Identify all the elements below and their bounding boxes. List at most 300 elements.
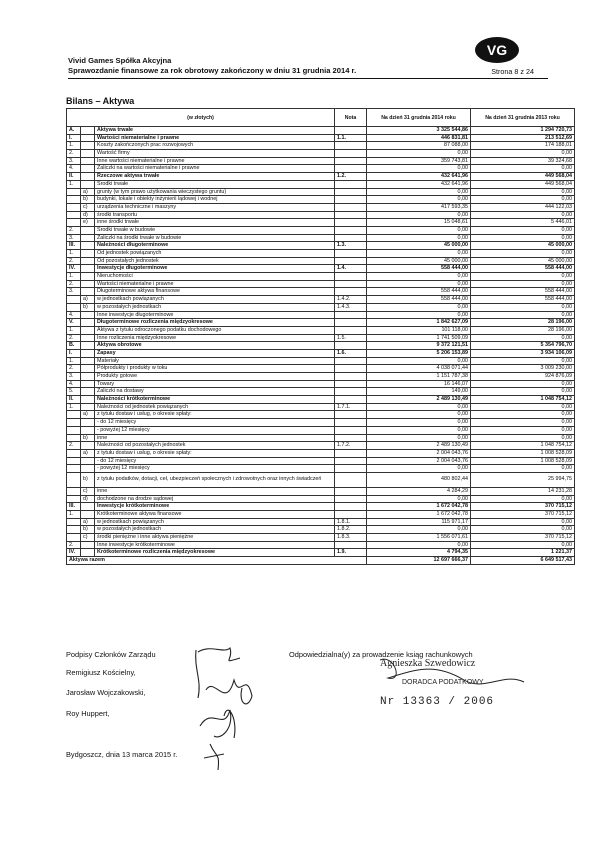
row-label: Należności od jednostek powiązanych bbox=[95, 403, 335, 411]
row-value-2014: 0,00 bbox=[367, 196, 471, 204]
row-value-2013: 0,00 bbox=[471, 465, 575, 473]
row-value-2014: 0,00 bbox=[367, 465, 471, 473]
table-row bbox=[67, 373, 575, 381]
table-row bbox=[67, 419, 575, 427]
row-value-2014: 0,00 bbox=[367, 226, 471, 234]
row-code: V. bbox=[67, 319, 81, 327]
table-row bbox=[67, 342, 575, 350]
logo-text: VG bbox=[486, 42, 508, 58]
row-subcode bbox=[81, 165, 95, 173]
row-label: Inwestycje krótkoterminowe bbox=[95, 503, 335, 511]
row-label: dochodzone na drodze sądowej bbox=[95, 495, 335, 503]
row-code: 1. bbox=[67, 250, 81, 258]
row-subcode bbox=[81, 319, 95, 327]
row-subcode bbox=[81, 426, 95, 434]
row-value-2013: 0,00 bbox=[471, 518, 575, 526]
row-value-2014: 4 038 071,44 bbox=[367, 365, 471, 373]
row-code bbox=[67, 203, 81, 211]
row-subcode bbox=[81, 257, 95, 265]
row-value-2013: 1 048 754,12 bbox=[471, 396, 575, 404]
table-row bbox=[67, 127, 575, 135]
row-label: - powyżej 12 miesięcy bbox=[95, 465, 335, 473]
row-note bbox=[335, 465, 367, 473]
row-note bbox=[335, 380, 367, 388]
table-row bbox=[67, 242, 575, 250]
row-label: Krótkoterminowe rozliczenia międzyokresowe bbox=[95, 549, 335, 557]
table-row bbox=[67, 234, 575, 242]
row-value-2014: 0,00 bbox=[367, 526, 471, 534]
row-subcode bbox=[81, 127, 95, 135]
row-note: 1.7.1. bbox=[335, 403, 367, 411]
row-note: 1.5. bbox=[335, 334, 367, 342]
row-code bbox=[67, 303, 81, 311]
row-note bbox=[335, 219, 367, 227]
row-note bbox=[335, 357, 367, 365]
row-code bbox=[67, 219, 81, 227]
row-note bbox=[335, 196, 367, 204]
row-value-2014: 446 831,81 bbox=[367, 134, 471, 142]
row-label: Zaliczki na dostawy bbox=[95, 388, 335, 396]
row-subcode: a) bbox=[81, 518, 95, 526]
row-subcode bbox=[81, 357, 95, 365]
row-value-2014: 3 325 544,86 bbox=[367, 127, 471, 135]
row-subcode: c) bbox=[81, 487, 95, 495]
row-label: Koszty zakończonych prac rozwojowych bbox=[95, 142, 335, 150]
row-subcode bbox=[81, 549, 95, 557]
row-value-2014: 0,00 bbox=[367, 541, 471, 549]
row-note: 1.8.3. bbox=[335, 534, 367, 542]
row-label: Aktywa z tytułu odroczonego podatku dochodowego bbox=[95, 326, 335, 334]
row-value-2013: 3 934 106,09 bbox=[471, 349, 575, 357]
row-code: 2. bbox=[67, 334, 81, 342]
row-label: w pozostałych jednostkach bbox=[95, 303, 335, 311]
row-value-2013: 6 649 517,43 bbox=[471, 557, 575, 565]
table-row bbox=[67, 403, 575, 411]
table-row bbox=[67, 534, 575, 542]
row-value-2014: 1 672 042,78 bbox=[367, 511, 471, 519]
row-value-2013: 0,00 bbox=[471, 334, 575, 342]
row-value-2013: 0,00 bbox=[471, 303, 575, 311]
row-value-2014: 558 444,00 bbox=[367, 288, 471, 296]
table-row bbox=[67, 280, 575, 288]
row-label: środki pieniężne i inne aktywa pieniężne bbox=[95, 534, 335, 542]
section-title: Bilans – Aktywa bbox=[66, 96, 135, 106]
row-note bbox=[335, 257, 367, 265]
row-note bbox=[335, 288, 367, 296]
row-value-2014: 0,00 bbox=[367, 211, 471, 219]
row-value-2014: 0,00 bbox=[367, 311, 471, 319]
header-rule bbox=[68, 78, 548, 79]
row-note bbox=[335, 449, 367, 457]
row-code bbox=[67, 296, 81, 304]
row-value-2013: 1 008 528,09 bbox=[471, 449, 575, 457]
row-subcode: d) bbox=[81, 495, 95, 503]
row-code: II. bbox=[67, 396, 81, 404]
row-note bbox=[335, 503, 367, 511]
row-value-2013: 558 444,00 bbox=[471, 288, 575, 296]
row-note bbox=[335, 342, 367, 350]
row-value-2014: 0,00 bbox=[367, 273, 471, 281]
row-value-2013: 0,00 bbox=[471, 419, 575, 427]
row-note bbox=[335, 411, 367, 419]
row-code bbox=[67, 211, 81, 219]
row-value-2013: 28 196,00 bbox=[471, 319, 575, 327]
row-note bbox=[335, 273, 367, 281]
table-row bbox=[67, 511, 575, 519]
row-code: I. bbox=[67, 349, 81, 357]
row-label: z tytułu dostaw i usług, o okresie spłaty: bbox=[95, 449, 335, 457]
row-value-2013: 1 221,37 bbox=[471, 549, 575, 557]
row-label: w jednostkach powiązanych bbox=[95, 518, 335, 526]
row-value-2013: 0,00 bbox=[471, 280, 575, 288]
row-value-2014: 101 118,00 bbox=[367, 326, 471, 334]
row-subcode bbox=[81, 419, 95, 427]
row-value-2014: 0,00 bbox=[367, 234, 471, 242]
row-note bbox=[335, 188, 367, 196]
row-note bbox=[335, 326, 367, 334]
row-code bbox=[67, 487, 81, 495]
row-label: Aktywa obrotowe bbox=[95, 342, 335, 350]
row-value-2014: 2 489 130,49 bbox=[367, 396, 471, 404]
row-label: w pozostałych jednostkach bbox=[95, 526, 335, 534]
row-value-2014: 0,00 bbox=[367, 280, 471, 288]
row-code bbox=[67, 434, 81, 442]
row-subcode: d) bbox=[81, 211, 95, 219]
row-code bbox=[67, 196, 81, 204]
row-value-2014: 16 146,07 bbox=[367, 380, 471, 388]
row-note: 1.9. bbox=[335, 549, 367, 557]
row-note bbox=[335, 180, 367, 188]
row-value-2014: 115 971,17 bbox=[367, 518, 471, 526]
row-value-2013: 444 122,03 bbox=[471, 203, 575, 211]
row-value-2014: 558 444,00 bbox=[367, 296, 471, 304]
row-subcode bbox=[81, 541, 95, 549]
row-note bbox=[335, 541, 367, 549]
row-value-2013: 0,00 bbox=[471, 411, 575, 419]
row-code: 1. bbox=[67, 273, 81, 281]
row-code: II. bbox=[67, 173, 81, 181]
row-label: Należności krótkoterminowe bbox=[95, 396, 335, 404]
row-code: III. bbox=[67, 503, 81, 511]
row-value-2013: 213 512,69 bbox=[471, 134, 575, 142]
row-label: Wartość firmy bbox=[95, 150, 335, 158]
table-row bbox=[67, 226, 575, 234]
row-value-2014: 417 593,35 bbox=[367, 203, 471, 211]
row-label: Półprodukty i produkty w toku bbox=[95, 365, 335, 373]
row-value-2013: 370 715,12 bbox=[471, 503, 575, 511]
table-row bbox=[67, 380, 575, 388]
row-subcode bbox=[81, 250, 95, 258]
row-value-2013: 449 568,04 bbox=[471, 173, 575, 181]
row-value-2013: 0,00 bbox=[471, 250, 575, 258]
row-subcode: a) bbox=[81, 449, 95, 457]
row-code bbox=[67, 457, 81, 465]
row-code: IV. bbox=[67, 265, 81, 273]
row-value-2013: 3 009 230,00 bbox=[471, 365, 575, 373]
row-label: budynki, lokale i obiekty inżynierii lądowej i wodnej bbox=[95, 196, 335, 204]
row-subcode: c) bbox=[81, 534, 95, 542]
row-note bbox=[335, 373, 367, 381]
row-label: Materiały bbox=[95, 357, 335, 365]
board-signatures-heading: Podpisy Członków Zarządu bbox=[66, 650, 156, 659]
row-code: 2. bbox=[67, 150, 81, 158]
row-label: Aktywa trwałe bbox=[95, 127, 335, 135]
row-value-2014: 0,00 bbox=[367, 426, 471, 434]
row-note bbox=[335, 165, 367, 173]
row-value-2013: 1 048 754,12 bbox=[471, 442, 575, 450]
row-value-2013: 0,00 bbox=[471, 495, 575, 503]
row-value-2014: 1 741 509,09 bbox=[367, 334, 471, 342]
table-row bbox=[67, 396, 575, 404]
place-and-date: Bydgoszcz, dnia 13 marca 2015 r. bbox=[66, 750, 178, 759]
table-row bbox=[67, 457, 575, 465]
row-value-2013: 0,00 bbox=[471, 541, 575, 549]
row-value-2013: 370 715,12 bbox=[471, 511, 575, 519]
row-label: Wartości niematerialne i prawne bbox=[95, 134, 335, 142]
board-handwritten-signatures bbox=[190, 640, 270, 775]
row-subcode bbox=[81, 234, 95, 242]
row-code bbox=[67, 419, 81, 427]
table-row bbox=[67, 449, 575, 457]
row-code: 2. bbox=[67, 442, 81, 450]
row-value-2013: 1 294 720,73 bbox=[471, 127, 575, 135]
row-value-2014: 87 088,00 bbox=[367, 142, 471, 150]
row-subcode bbox=[81, 442, 95, 450]
table-row bbox=[67, 487, 575, 495]
row-subcode bbox=[81, 373, 95, 381]
row-value-2014: 149,00 bbox=[367, 388, 471, 396]
row-subcode bbox=[81, 288, 95, 296]
row-label: - do 12 miesięcy bbox=[95, 457, 335, 465]
row-value-2013: 924 876,09 bbox=[471, 373, 575, 381]
row-subcode bbox=[81, 349, 95, 357]
row-value-2013: 1 008 528,09 bbox=[471, 457, 575, 465]
row-value-2013: 0,00 bbox=[471, 311, 575, 319]
table-row bbox=[67, 518, 575, 526]
col-header-label: (w złotych) bbox=[67, 109, 335, 127]
row-note bbox=[335, 234, 367, 242]
col-header-2013: Na dzień 31 grudnia 2013 roku bbox=[471, 109, 575, 127]
row-subcode bbox=[81, 134, 95, 142]
row-value-2014: 359 743,81 bbox=[367, 157, 471, 165]
row-label: Rzeczowe aktywa trwałe bbox=[95, 173, 335, 181]
row-value-2013: 0,00 bbox=[471, 188, 575, 196]
row-note bbox=[335, 388, 367, 396]
table-row bbox=[67, 365, 575, 373]
row-code bbox=[67, 534, 81, 542]
row-label: z tytułu dostaw i usług, o okresie spłaty: bbox=[95, 411, 335, 419]
row-value-2014: 15 048,61 bbox=[367, 219, 471, 227]
row-value-2013: 0,00 bbox=[471, 526, 575, 534]
row-label: Od jednostek powiązanych bbox=[95, 250, 335, 258]
table-row bbox=[67, 219, 575, 227]
row-code: 2. bbox=[67, 280, 81, 288]
row-code: 2. bbox=[67, 365, 81, 373]
row-note bbox=[335, 511, 367, 519]
row-note: 1.2. bbox=[335, 173, 367, 181]
table-row bbox=[67, 257, 575, 265]
table-row bbox=[67, 426, 575, 434]
row-code: 1. bbox=[67, 326, 81, 334]
table-row bbox=[67, 165, 575, 173]
row-value-2013: 45 000,00 bbox=[471, 242, 575, 250]
row-label: środki transportu bbox=[95, 211, 335, 219]
row-subcode bbox=[81, 342, 95, 350]
row-label: Nieruchomości bbox=[95, 273, 335, 281]
company-logo bbox=[474, 36, 520, 64]
table-row bbox=[67, 319, 575, 327]
row-label: urządzenia techniczne i maszyny bbox=[95, 203, 335, 211]
row-value-2014: 45 000,00 bbox=[367, 257, 471, 265]
stamp-title: DORADCA PODATKOWY bbox=[402, 679, 484, 686]
table-row bbox=[67, 411, 575, 419]
row-value-2013: 0,00 bbox=[471, 357, 575, 365]
row-note bbox=[335, 365, 367, 373]
row-label: inne środki trwałe bbox=[95, 219, 335, 227]
row-note bbox=[335, 211, 367, 219]
row-value-2013: 370 715,12 bbox=[471, 534, 575, 542]
table-row bbox=[67, 465, 575, 473]
row-code: 1. bbox=[67, 357, 81, 365]
row-subcode bbox=[81, 365, 95, 373]
row-note: 1.3. bbox=[335, 242, 367, 250]
row-subcode bbox=[81, 157, 95, 165]
table-row bbox=[67, 541, 575, 549]
row-note bbox=[335, 487, 367, 495]
row-code: 4. bbox=[67, 165, 81, 173]
table-row bbox=[67, 349, 575, 357]
row-note: 1.8.1. bbox=[335, 518, 367, 526]
row-value-2014: 432 641,96 bbox=[367, 173, 471, 181]
stamp-name: Agnieszka Szwedowicz bbox=[380, 658, 476, 669]
table-row bbox=[67, 157, 575, 165]
balance-sheet-table bbox=[66, 108, 575, 565]
table-row bbox=[67, 495, 575, 503]
table-row bbox=[67, 134, 575, 142]
row-subcode: c) bbox=[81, 203, 95, 211]
row-subcode bbox=[81, 511, 95, 519]
row-value-2014: 0,00 bbox=[367, 303, 471, 311]
row-label: z tytułu podatków, dotacji, ceł, ubezpieczeń społecznych i zdrowotnych oraz innych świadczeń bbox=[95, 472, 335, 487]
row-label: Inne rozliczenia międzyokresowe bbox=[95, 334, 335, 342]
row-label: - do 12 miesięcy bbox=[95, 419, 335, 427]
row-value-2013: 39 324,68 bbox=[471, 157, 575, 165]
row-value-2014: 12 697 666,37 bbox=[367, 557, 471, 565]
row-value-2014: 1 672 042,78 bbox=[367, 503, 471, 511]
row-note bbox=[335, 426, 367, 434]
row-value-2013: 0,00 bbox=[471, 426, 575, 434]
bookkeeper-heading: Odpowiedzialna(y) za prowadzenie ksiąg rachunkowych bbox=[289, 650, 473, 659]
row-code: III. bbox=[67, 242, 81, 250]
row-subcode: e) bbox=[81, 219, 95, 227]
table-row bbox=[67, 326, 575, 334]
row-code bbox=[67, 518, 81, 526]
row-code bbox=[67, 188, 81, 196]
row-note bbox=[335, 434, 367, 442]
row-value-2014: 0,00 bbox=[367, 357, 471, 365]
table-row bbox=[67, 211, 575, 219]
table-row bbox=[67, 526, 575, 534]
row-subcode bbox=[81, 150, 95, 158]
row-value-2013: 0,00 bbox=[471, 234, 575, 242]
table-row bbox=[67, 273, 575, 281]
col-header-nota: Nota bbox=[335, 109, 367, 127]
stamp-number: Nr 13363 / 2006 bbox=[380, 696, 495, 708]
row-label: inne bbox=[95, 434, 335, 442]
row-subcode bbox=[81, 457, 95, 465]
table-row bbox=[67, 150, 575, 158]
row-subcode: a) bbox=[81, 411, 95, 419]
table-row bbox=[67, 472, 575, 487]
row-code: 1. bbox=[67, 403, 81, 411]
row-value-2013: 0,00 bbox=[471, 150, 575, 158]
row-label: - powyżej 12 miesięcy bbox=[95, 426, 335, 434]
row-value-2014: 4 794,35 bbox=[367, 549, 471, 557]
table-row bbox=[67, 173, 575, 181]
row-value-2013: 558 444,00 bbox=[471, 296, 575, 304]
row-code: B. bbox=[67, 342, 81, 350]
row-value-2013: 5 354 796,70 bbox=[471, 342, 575, 350]
row-label: grunty (w tym prawo użytkowania wieczystego gruntu) bbox=[95, 188, 335, 196]
row-code: 5. bbox=[67, 388, 81, 396]
row-label: Długoterminowe aktywa finansowe bbox=[95, 288, 335, 296]
row-note bbox=[335, 203, 367, 211]
row-subcode bbox=[81, 334, 95, 342]
row-note bbox=[335, 250, 367, 258]
row-label: Inne inwestycje długoterminowe bbox=[95, 311, 335, 319]
row-code: 1. bbox=[67, 511, 81, 519]
page-number: Strona 8 z 24 bbox=[491, 67, 534, 76]
row-label: Od pozostałych jednostek bbox=[95, 257, 335, 265]
row-code: 1. bbox=[67, 180, 81, 188]
row-code: 2. bbox=[67, 257, 81, 265]
row-code: 3. bbox=[67, 288, 81, 296]
row-value-2013: 5 446,01 bbox=[471, 219, 575, 227]
row-label: Zapasy bbox=[95, 349, 335, 357]
row-subcode bbox=[81, 311, 95, 319]
row-value-2013: 0,00 bbox=[471, 273, 575, 281]
row-value-2013: 0,00 bbox=[471, 196, 575, 204]
row-code bbox=[67, 465, 81, 473]
row-label: Wartości niematerialne i prawne bbox=[95, 280, 335, 288]
table-row bbox=[67, 203, 575, 211]
row-label: Zaliczki na wartości niematerialne i prawne bbox=[95, 165, 335, 173]
table-row bbox=[67, 142, 575, 150]
row-value-2014: 432 641,96 bbox=[367, 180, 471, 188]
row-value-2014: 0,00 bbox=[367, 419, 471, 427]
row-code: I. bbox=[67, 134, 81, 142]
row-subcode: b) bbox=[81, 526, 95, 534]
row-subcode: b) bbox=[81, 472, 95, 487]
row-note: 1.4. bbox=[335, 265, 367, 273]
table-row bbox=[67, 357, 575, 365]
row-value-2014: 0,00 bbox=[367, 495, 471, 503]
row-value-2013: 0,00 bbox=[471, 380, 575, 388]
row-subcode bbox=[81, 388, 95, 396]
row-subcode bbox=[81, 503, 95, 511]
row-code bbox=[67, 449, 81, 457]
table-body bbox=[67, 127, 575, 565]
row-note: 1.8.2. bbox=[335, 526, 367, 534]
row-code bbox=[67, 495, 81, 503]
row-subcode bbox=[81, 180, 95, 188]
row-code: 4. bbox=[67, 311, 81, 319]
row-value-2014: 0,00 bbox=[367, 250, 471, 258]
row-value-2014: 0,00 bbox=[367, 434, 471, 442]
row-subcode bbox=[81, 265, 95, 273]
row-value-2013: 449 568,04 bbox=[471, 180, 575, 188]
row-value-2014: 5 206 153,89 bbox=[367, 349, 471, 357]
